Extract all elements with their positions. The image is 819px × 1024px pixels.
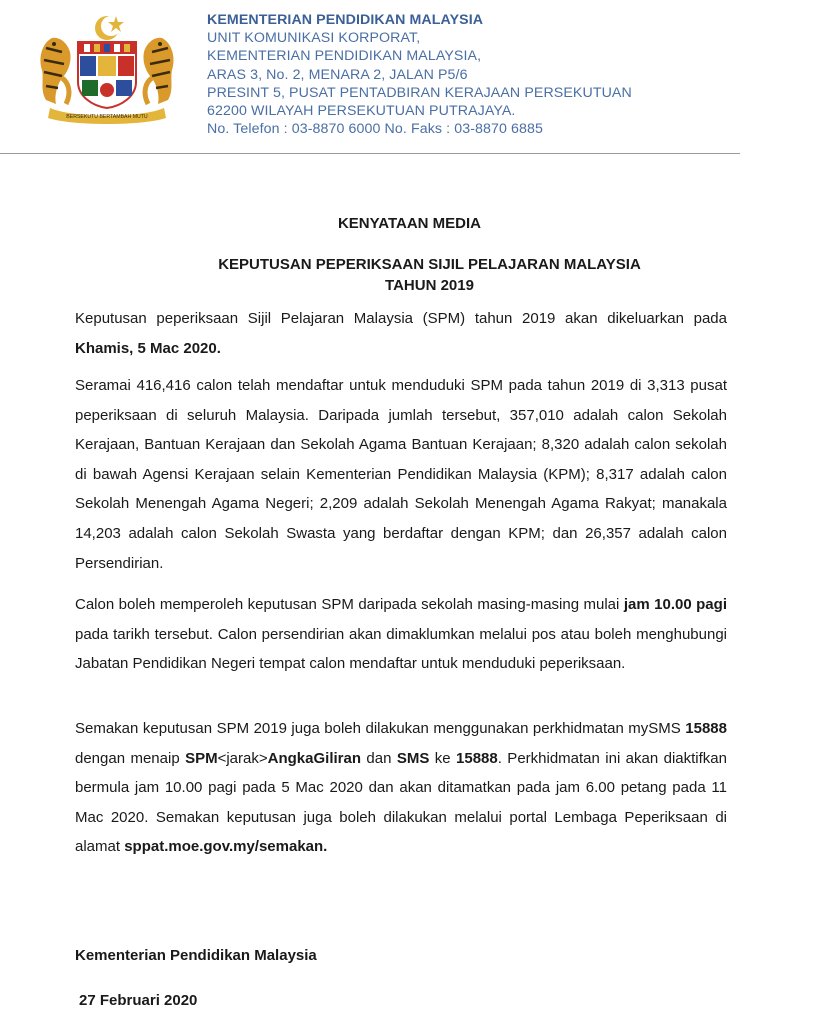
motto-text: BERSEKUTU BERTAMBAH MUTU bbox=[66, 114, 148, 120]
p4-text-k: . Perkhidmatan ini akan diaktifkan bermula jam 10.00 pagi pada 5 Mac 2020 dan akan ditamatkan pada jam 6.00 petang pada 11 Mac 2020. Semakan keputusan juga boleh dilakukan melalui portal Lembaga Peperiksaan di alamat bbox=[75, 749, 727, 856]
address-line-3: 62200 WILAYAH PERSEKUTUAN PUTRAJAYA. bbox=[207, 103, 516, 120]
p3-text-a: Calon boleh memperoleh keputusan SPM daripada sekolah masing-masing mulai bbox=[75, 596, 624, 613]
contact-numbers: No. Telefon : 03-8870 6000 No. Faks : 03-8870 6885 bbox=[207, 121, 544, 138]
sms-label: SMS bbox=[396, 749, 430, 767]
ministry-address-name: KEMENTERIAN PENDIDIKAN MALAYSIA, bbox=[207, 48, 482, 65]
motto-scroll bbox=[48, 108, 166, 124]
signatory: Kementerian Pendidikan Malaysia bbox=[75, 947, 317, 964]
address-line-2: PRESINT 5, PUSAT PENTADBIRAN KERAJAAN PERSEKUTUAN bbox=[207, 84, 632, 101]
sms-keyword: SPM bbox=[185, 749, 218, 767]
unit-name: UNIT KOMUNIKASI KORPORAT, bbox=[207, 30, 421, 47]
sms-space-token: <jarak> bbox=[217, 749, 268, 767]
star-crescent-icon bbox=[95, 16, 124, 40]
p4-text-c: dengan menaip bbox=[75, 749, 186, 767]
header-divider bbox=[0, 153, 740, 154]
document-subtitle: KEPUTUSAN PEPERIKSAAN SIJIL PELAJARAN MALAYSIA bbox=[218, 256, 641, 273]
ministry-name: KEMENTERIAN PENDIDIKAN MALAYSIA bbox=[207, 12, 484, 28]
sms-number: 15888 bbox=[685, 720, 727, 737]
release-time: jam 10.00 pagi bbox=[623, 596, 727, 613]
release-date: Khamis, 5 Mac 2020. bbox=[75, 339, 221, 357]
paragraph-2: Seramai 416,416 calon telah mendaftar untuk menduduki SPM pada tahun 2019 di 3,313 pusat peperiksaan di seluruh Malaysia. Daripada jumlah tersebut, 357,010 adalah calon Sekolah Kerajaan, Bantuan Kerajaan dan Sekolah Agama Bantuan Kerajaan; 8,320 adalah calon sekolah di bawah Agensi Kerajaan selain Kementerian Pendidikan Malaysia (KPM); 8,317 adalah calon Sekolah Menengah Agama Negeri; 2,209 adalah Sekolah Menengah Agama Rakyat; manakala 14,203 adalah calon Sekolah Swasta yang berdaftar dengan KPM; dan 26,357 adalah calon Persendirian. bbox=[75, 377, 727, 572]
p4-text-i: ke bbox=[429, 749, 457, 767]
p3-text-c: pada tarikh tersebut. Calon persendirian akan dimaklumkan melalui pos atau boleh menghubungi Jabatan Pendidikan Negeri tempat calon mendaftar untuk menduduki peperiksaan. bbox=[75, 625, 727, 673]
document-title: KENYATAAN MEDIA bbox=[337, 215, 482, 232]
address-line-1: ARAS 3, No. 2, MENARA 2, JALAN P5/6 bbox=[207, 66, 468, 83]
paragraph-1 bbox=[75, 304, 727, 363]
letterhead bbox=[207, 11, 807, 138]
document-date: 27 Februari 2020 bbox=[79, 992, 198, 1009]
p4-text-g: dan bbox=[361, 749, 397, 767]
right-tiger-icon bbox=[143, 38, 173, 104]
p1-text: Keputusan peperiksaan Sijil Pelajaran Malaysia (SPM) tahun 2019 akan dikeluarkan pada bbox=[75, 310, 727, 327]
paragraph-3 bbox=[75, 590, 727, 679]
shield-icon bbox=[78, 42, 136, 108]
sms-number-2: 15888 bbox=[456, 749, 498, 767]
document-year: TAHUN 2019 bbox=[385, 277, 474, 294]
coat-of-arms-logo bbox=[32, 8, 182, 126]
left-tiger-icon bbox=[40, 38, 70, 104]
portal-url[interactable]: sppat.moe.gov.my/semakan. bbox=[124, 838, 328, 856]
p4-text-a: Semakan keputusan SPM 2019 juga boleh dilakukan menggunakan perkhidmatan mySMS bbox=[75, 720, 686, 737]
sms-index-token: AngkaGiliran bbox=[267, 749, 361, 767]
paragraph-4 bbox=[75, 714, 727, 862]
